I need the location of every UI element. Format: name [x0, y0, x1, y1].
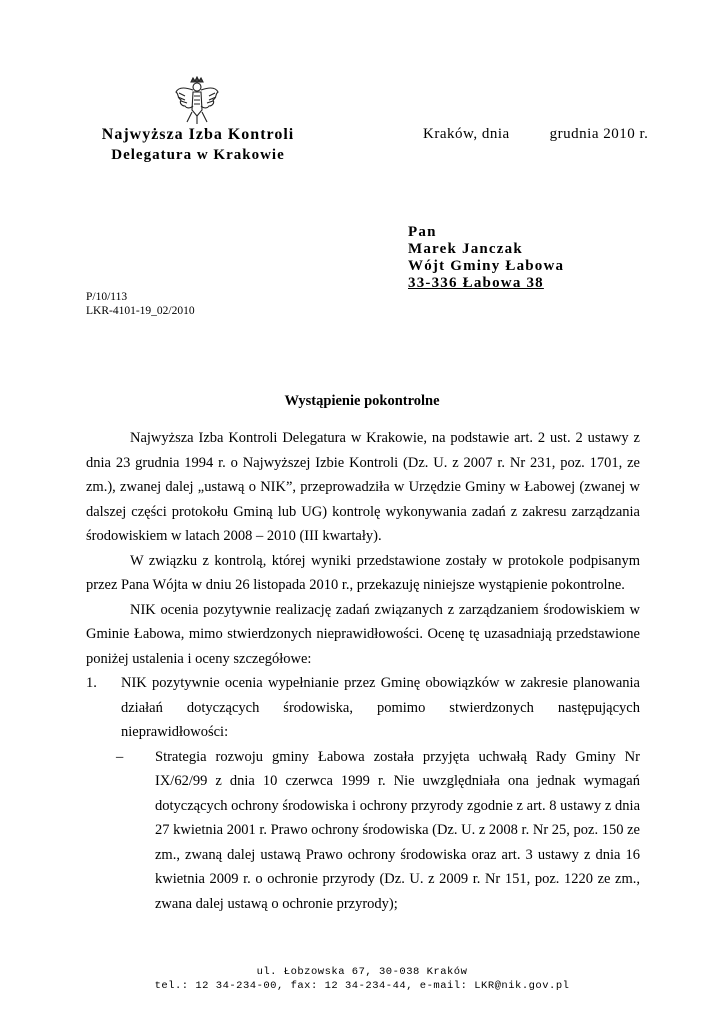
date-line — [423, 126, 648, 143]
month-year: grudnia 2010 r. — [549, 126, 649, 142]
recipient-salutation: Pan — [408, 224, 437, 240]
reference-code: LKR-4101-19_02/2010 — [86, 305, 195, 317]
reference-number: P/10/113 — [86, 291, 128, 303]
org-name: Najwyższa Izba Kontroli — [101, 126, 295, 143]
list-item-text: NIK pozytywnie ocenia wypełnianie przez Gminę obowiązków w zakresie planowania działań dotyczących środowiska, pomimo stwierdzonych następujących nieprawidłowości: — [121, 675, 640, 740]
document-body — [86, 426, 640, 916]
place-date: Kraków, dnia — [423, 126, 510, 142]
recipient-name: Marek Janczak — [408, 241, 523, 257]
recipient-position: Wójt Gminy Łabowa — [408, 258, 565, 274]
dash-item-text: Strategia rozwoju gminy Łabowa została przyjęta uchwałą Rady Gminy Nr IX/62/99 z dnia 10 czerwca 1999 r. Nie uwzględniała ona jednak wymagań dotyczących ochrony środowiska i ochrony przyrody zgodnie z art. 8 ustawy z dnia 27 kwietnia 2001 r. Prawo ochrony środowiska (Dz. U. z 2008 r. Nr 25, poz. 150 ze zm., zwaną dalej ustawą Prawo ochrony środowiska oraz art. 3 ustawy z dnia 16 kwietnia 2009 r. o ochronie przyrody (Dz. U. z 2009 r. Nr 151, poz. 1220 ze zm., zwana dalej ustawą o ochronie przyrody); — [155, 748, 640, 912]
paragraph: NIK ocenia pozytywnie realizację zadań związanych z zarządzaniem środowiskiem w Gminie Łabowa, mimo stwierdzonych nieprawidłowości. Ocenę tę uzasadniają przedstawione poniżej ustalenia i oceny szczegółowe: — [86, 601, 640, 667]
dash-marker: – — [116, 748, 124, 765]
paragraph: W związku z kontrolą, której wyniki przedstawione zostały w protokole podpisanym przez Pana Wójta w dniu 26 listopada 2010 r., przekazuję niniejsze wystąpienie pokontrolne. — [86, 552, 640, 593]
footer-contact: tel.: 12 34-234-00, fax: 12 34-234-44, e-mail: LKR@nik.gov.pl — [154, 980, 570, 992]
dash-item — [86, 745, 640, 917]
org-unit: Delegatura w Krakowie — [111, 147, 285, 163]
document-title: Wystąpienie pokontrolne — [284, 393, 440, 409]
footer-address: ul. Łobzowska 67, 30-038 Kraków — [256, 966, 468, 978]
paragraph: Najwyższa Izba Kontroli Delegatura w Krakowie, na podstawie art. 2 ust. 2 ustawy z dnia 23 grudnia 1994 r. o Najwyższej Izbie Kontroli (Dz. U. z 2007 r. Nr 231, poz. 1701, ze zm.), zwanej dalej „ustawą o NIK”, przeprowadziła w Urzędzie Gminy w Łabowej (zwanej w dalszej części protokołu Gminą lub UG) kontrolę wykonywania zadań z zakresu zarządzania środowiskiem w latach 2008 – 2010 (III kwartały). — [86, 430, 640, 544]
list-item-number: 1. — [86, 675, 97, 691]
recipient-address: 33-336 Łabowa 38 — [408, 275, 544, 291]
polish-eagle-emblem-icon — [173, 76, 221, 126]
list-item — [86, 671, 640, 745]
